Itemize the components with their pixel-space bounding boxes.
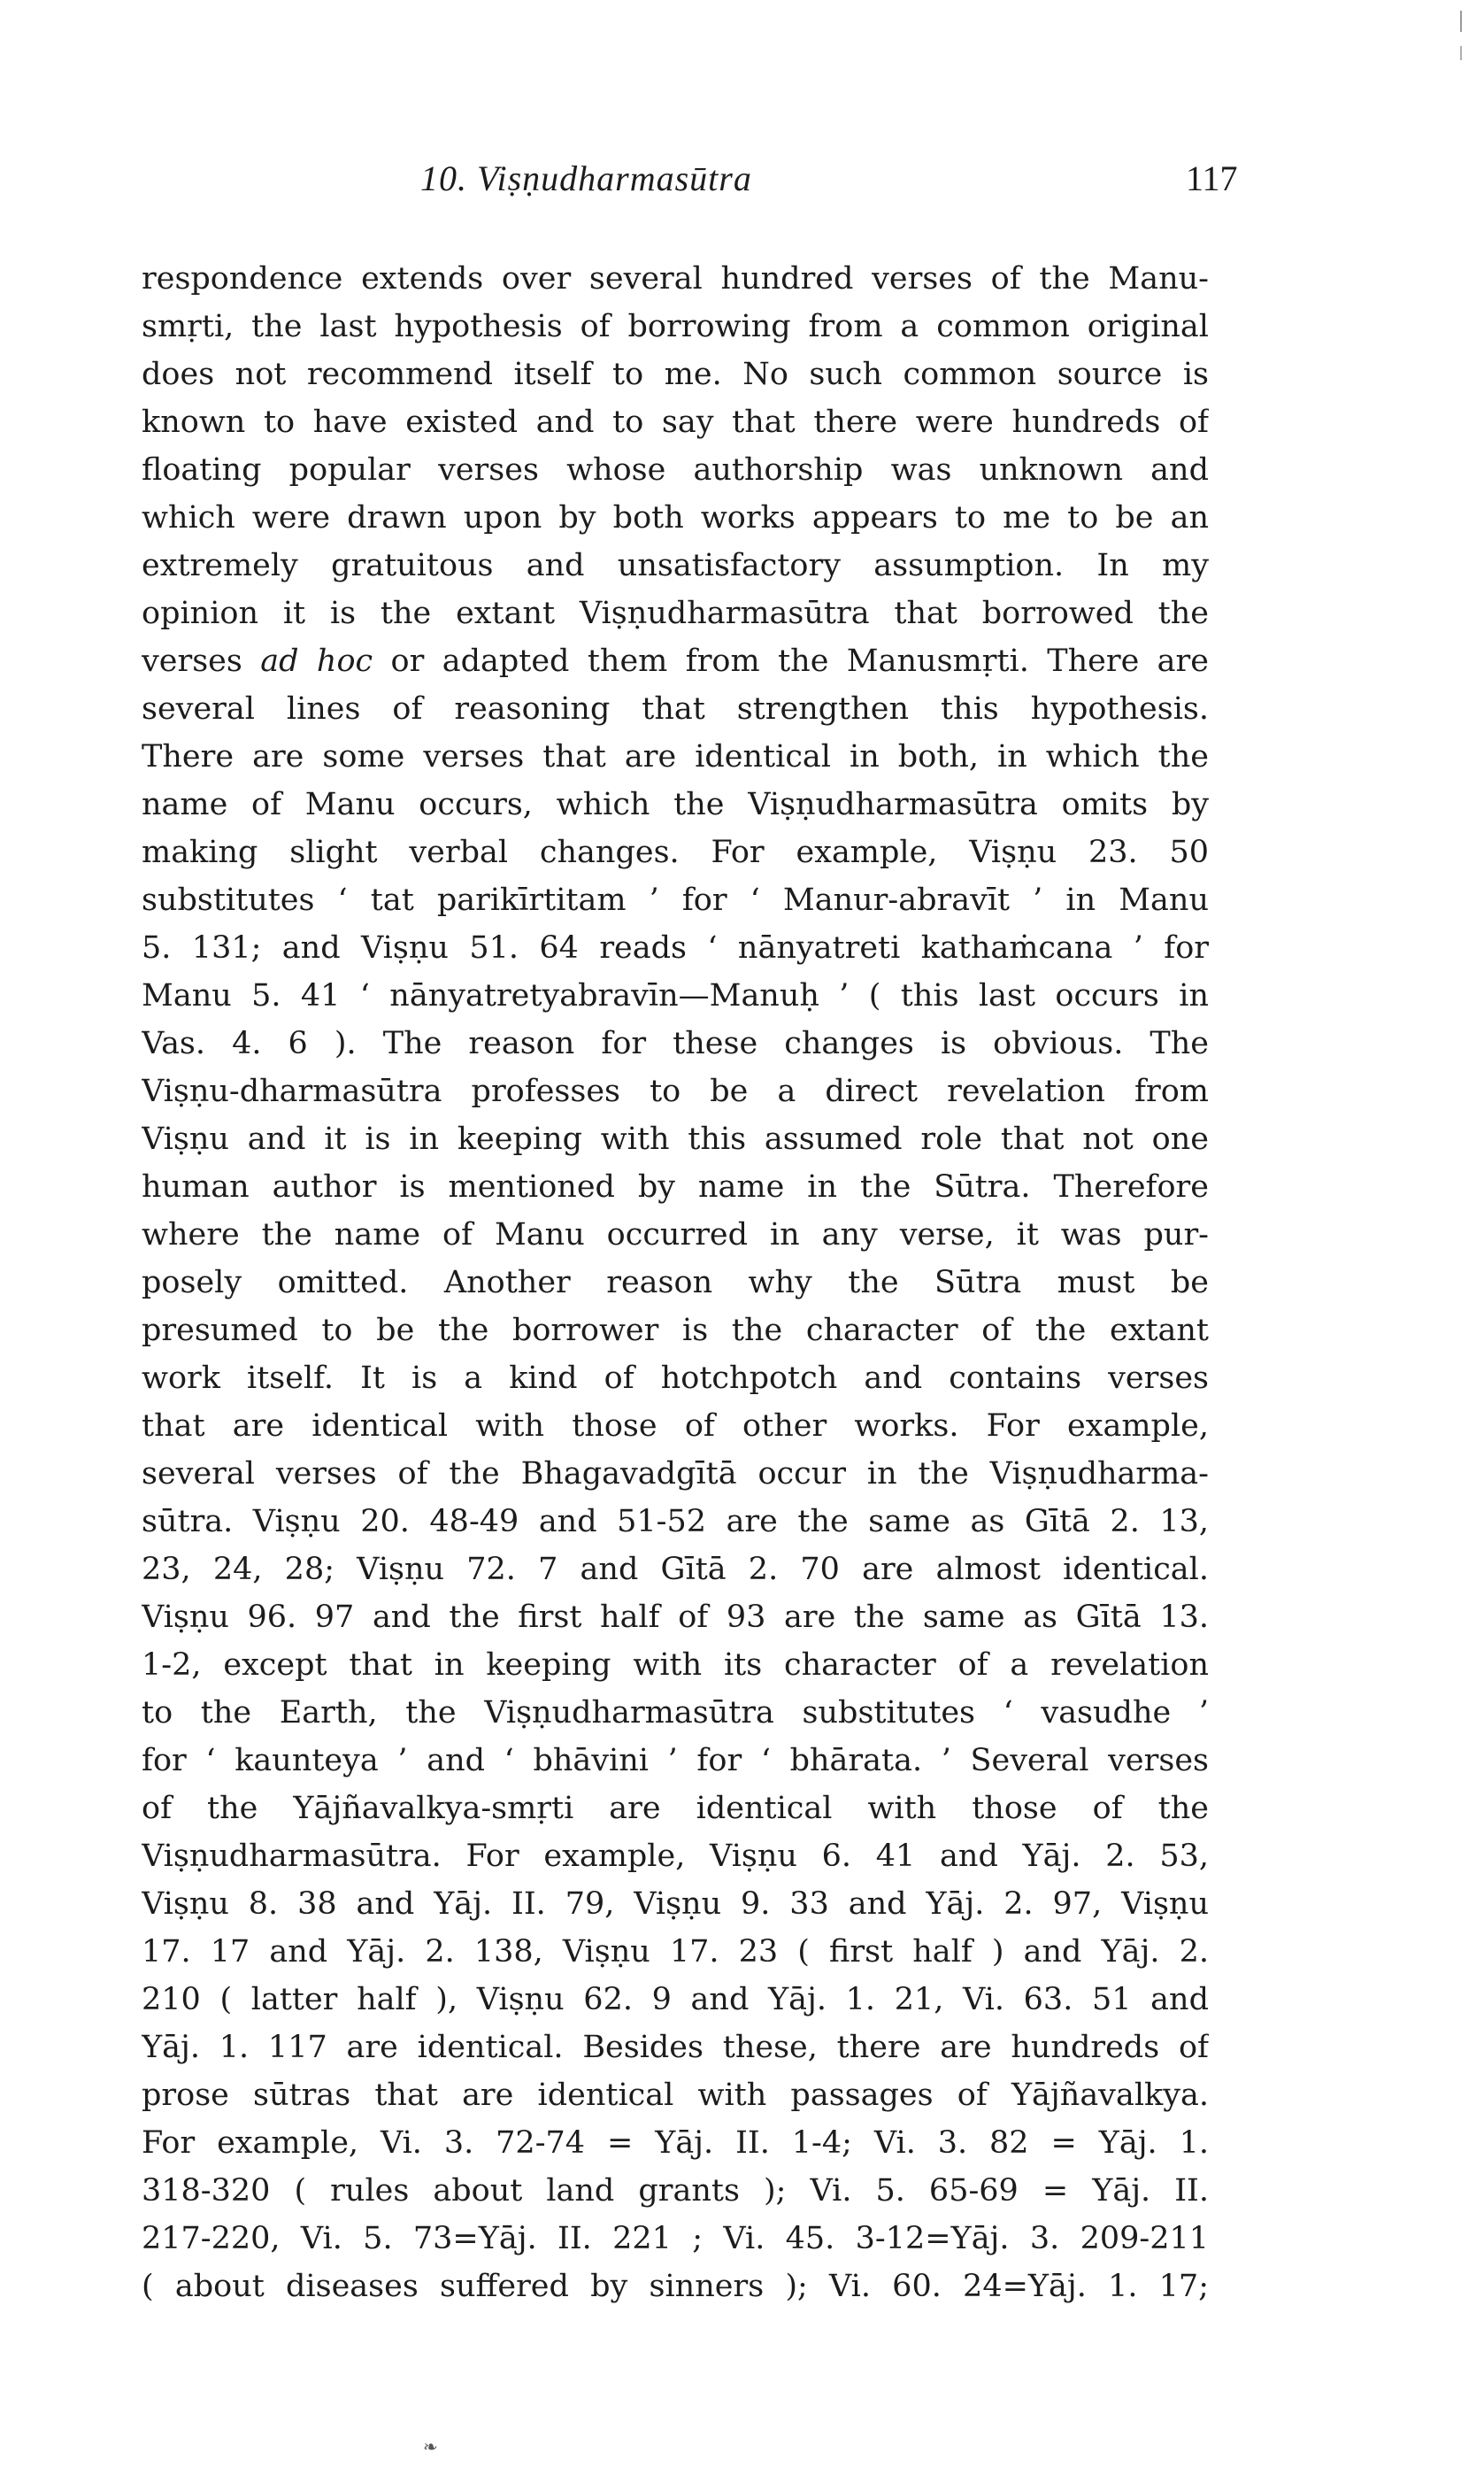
text-line: posely omitted. Another reason why the Sūtra must be bbox=[142, 1265, 1209, 1300]
text-line: prose sūtras that are identical with passages of Yājñavalkya. bbox=[142, 2078, 1209, 2113]
text-line: 217-220, Vi. 5. 73=Yāj. II. 221 ; Vi. 45. 3-12=Yāj. 3. 209-211 bbox=[142, 2221, 1209, 2256]
page-number: 117 bbox=[1186, 158, 1238, 198]
text-line: human author is mentioned by name in the Sūtra. Therefore bbox=[142, 1169, 1209, 1205]
text-line: 17. 17 and Yāj. 2. 138, Viṣṇu 17. 23 ( first half ) and Yāj. 2. bbox=[142, 1934, 1209, 1970]
italic-phrase: ad hoc bbox=[260, 644, 373, 679]
text-line: name of Manu occurs, which the Viṣṇudharmasūtra omits by bbox=[142, 787, 1209, 822]
text-line: presumed to be the borrower is the character of the extant bbox=[142, 1313, 1209, 1348]
body-text bbox=[142, 255, 1209, 2310]
text-line: substitutes ‘ tat parikīrtitam ’ for ‘ Manur-abravīt ’ in Manu bbox=[142, 883, 1209, 918]
text-line: Viṣṇudharmasūtra. For example, Viṣṇu 6. 41 and Yāj. 2. 53, bbox=[142, 1839, 1209, 1874]
text-line: of the Yājñavalkya-smṛti are identical with those of the bbox=[142, 1791, 1209, 1826]
text-line: extremely gratuitous and unsatisfactory assumption. In my bbox=[142, 548, 1209, 583]
text-line: smṛti, the last hypothesis of borrowing from a common original bbox=[142, 309, 1209, 344]
text-line: 318-320 ( rules about land grants ); Vi. 5. 65-69 = Yāj. II. bbox=[142, 2173, 1209, 2209]
text-line: 5. 131; and Viṣṇu 51. 64 reads ‘ nānyatreti kathaṁcana ’ for bbox=[142, 930, 1209, 966]
text-line: respondence extends over several hundred verses of the Manu- bbox=[142, 261, 1209, 297]
text-line: floating popular verses whose authorship was unknown and bbox=[142, 452, 1209, 488]
text-line: verses ad hoc or adapted them from the Manusmṛti. There are bbox=[142, 644, 1209, 679]
text-line: Yāj. 1. 117 are identical. Besides these, there are hundreds of bbox=[142, 2030, 1209, 2065]
text-line: for ‘ kaunteya ’ and ‘ bhāvini ’ for ‘ bhārata. ’ Several verses bbox=[142, 1743, 1209, 1778]
text-line: to the Earth, the Viṣṇudharmasūtra substitutes ‘ vasudhe ’ bbox=[142, 1695, 1209, 1731]
text-line: ( about diseases suffered by sinners ); Vi. 60. 24=Yāj. 1. 17; bbox=[142, 2269, 1209, 2304]
text-line: several lines of reasoning that strengthen this hypothesis. bbox=[142, 691, 1209, 727]
text-line: making slight verbal changes. For example, Viṣṇu 23. 50 bbox=[142, 835, 1209, 870]
text-line: Vas. 4. 6 ). The reason for these changes is obvious. The bbox=[142, 1026, 1209, 1061]
text-line: which were drawn upon by both works appears to me to be an bbox=[142, 500, 1209, 536]
text-line: Viṣṇu 96. 97 and the first half of 93 are the same as Gītā 13. bbox=[142, 1600, 1209, 1635]
text-line: several verses of the Bhagavadgītā occur in the Viṣṇudharma- bbox=[142, 1456, 1209, 1492]
text-line: Viṣṇu and it is in keeping with this assumed role that not one bbox=[142, 1122, 1209, 1157]
text-line: Manu 5. 41 ‘ nānyatretyabravīn—Manuḥ ’ ( this last occurs in bbox=[142, 978, 1209, 1014]
ornament-mark: ❧ bbox=[423, 2436, 438, 2457]
chapter-title: 10. Viṣṇudharmasūtra bbox=[420, 158, 752, 198]
text-line: opinion it is the extant Viṣṇudharmasūtra that borrowed the bbox=[142, 596, 1209, 631]
scan-margin-mark bbox=[1460, 46, 1462, 60]
text-line: 23, 24, 28; Viṣṇu 72. 7 and Gītā 2. 70 are almost identical. bbox=[142, 1552, 1209, 1587]
text-line: Viṣṇu 8. 38 and Yāj. II. 79, Viṣṇu 9. 33 and Yāj. 2. 97, Viṣṇu bbox=[142, 1886, 1209, 1922]
text-line: There are some verses that are identical in both, in which the bbox=[142, 739, 1209, 775]
scan-margin-mark bbox=[1460, 11, 1462, 32]
text-line: known to have existed and to say that there were hundreds of bbox=[142, 405, 1209, 440]
text-line: Viṣṇu-dharmasūtra professes to be a direct revelation from bbox=[142, 1074, 1209, 1109]
running-head bbox=[0, 158, 1484, 211]
text-line: work itself. It is a kind of hotchpotch and contains verses bbox=[142, 1361, 1209, 1396]
text-line: where the name of Manu occurred in any verse, it was pur- bbox=[142, 1217, 1209, 1253]
text-line: sūtra. Viṣṇu 20. 48-49 and 51-52 are the same as Gītā 2. 13, bbox=[142, 1504, 1209, 1539]
text-line: that are identical with those of other works. For example, bbox=[142, 1408, 1209, 1444]
text-line: does not recommend itself to me. No such common source is bbox=[142, 357, 1209, 392]
text-line: 210 ( latter half ), Viṣṇu 62. 9 and Yāj. 1. 21, Vi. 63. 51 and bbox=[142, 1982, 1209, 2017]
text-line: 1-2, except that in keeping with its character of a revelation bbox=[142, 1647, 1209, 1683]
text-line: For example, Vi. 3. 72-74 = Yāj. II. 1-4; Vi. 3. 82 = Yāj. 1. bbox=[142, 2125, 1209, 2161]
